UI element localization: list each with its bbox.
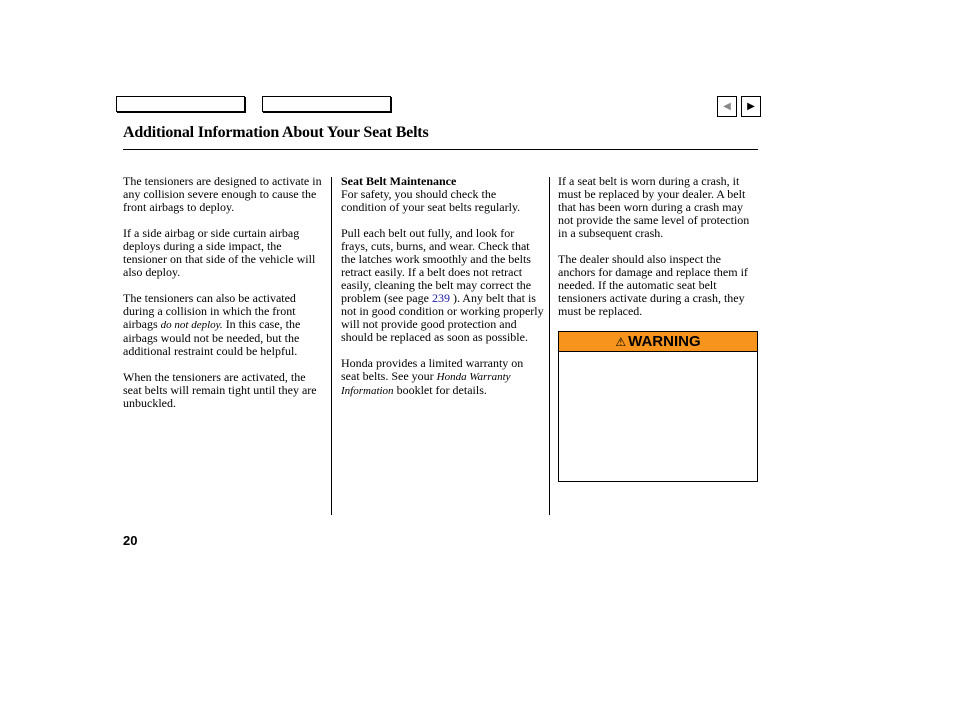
- warning-label: WARNING: [628, 333, 701, 350]
- column-2: [341, 175, 544, 411]
- warning-header: [559, 332, 757, 352]
- paragraph: When the tensioners are activated, the seat belts will remain tight until they are unbuckled.: [123, 370, 317, 410]
- column-divider-1: [331, 177, 332, 515]
- paragraph: If a seat belt is worn during a crash, it must be replaced by your dealer. A belt that has been worn during a crash may not provide the same level of protection in a subsequent crash.: [558, 174, 750, 240]
- column-divider-2: [549, 177, 550, 515]
- page-link[interactable]: 239: [431, 291, 450, 305]
- left-arrow-icon: ◀: [723, 101, 731, 112]
- next-page-button[interactable]: [741, 96, 761, 117]
- paragraph: If a side airbag or side curtain airbag deploys during a side impact, the tensioner on that side of the vehicle will also deploy.: [123, 226, 316, 279]
- paragraph: The dealer should also inspect the anchors for damage and replace them if needed. If the automatic seat belt tensioners activate during a crash, they must be replaced.: [558, 252, 748, 318]
- page-number: 20: [123, 533, 138, 548]
- section-heading: Seat Belt Maintenance: [341, 174, 457, 188]
- paragraph: The tensioners are designed to activate in any collision severe enough to cause the front airbags to deploy.: [123, 174, 322, 214]
- title-divider: [123, 149, 758, 150]
- nav-button-contents[interactable]: [116, 96, 245, 112]
- page-title: Additional Information About Your Seat Belts: [123, 124, 429, 141]
- previous-page-button[interactable]: [717, 96, 737, 117]
- column-1: [123, 175, 325, 423]
- warning-icon: ⚠: [615, 335, 627, 349]
- nav-button-index[interactable]: [262, 96, 391, 112]
- paragraph: For safety, you should check the condition of your seat belts regularly.: [341, 187, 521, 214]
- warning-box: [558, 331, 758, 482]
- paragraph: The tensioners can also be activated during a collision in which the front airbags do not deploy. In this case, the airbags would not be needed, but the additional restraint could be helpful.: [123, 291, 301, 358]
- column-3: [558, 175, 760, 331]
- right-arrow-icon: ▶: [747, 101, 755, 112]
- paragraph: Pull each belt out fully, and look for frays, cuts, burns, and wear. Check that the latches work smoothly and the belts retract easily. If a belt does not retract easily, cleaning the belt may correct the problem (see page 239 ). Any belt that is not in good condition or working properly will not provide good protection and should be replaced as soon as possible.: [341, 226, 544, 344]
- paragraph: Honda provides a limited warranty on seat belts. See your Honda Warranty Information booklet for details.: [341, 356, 524, 397]
